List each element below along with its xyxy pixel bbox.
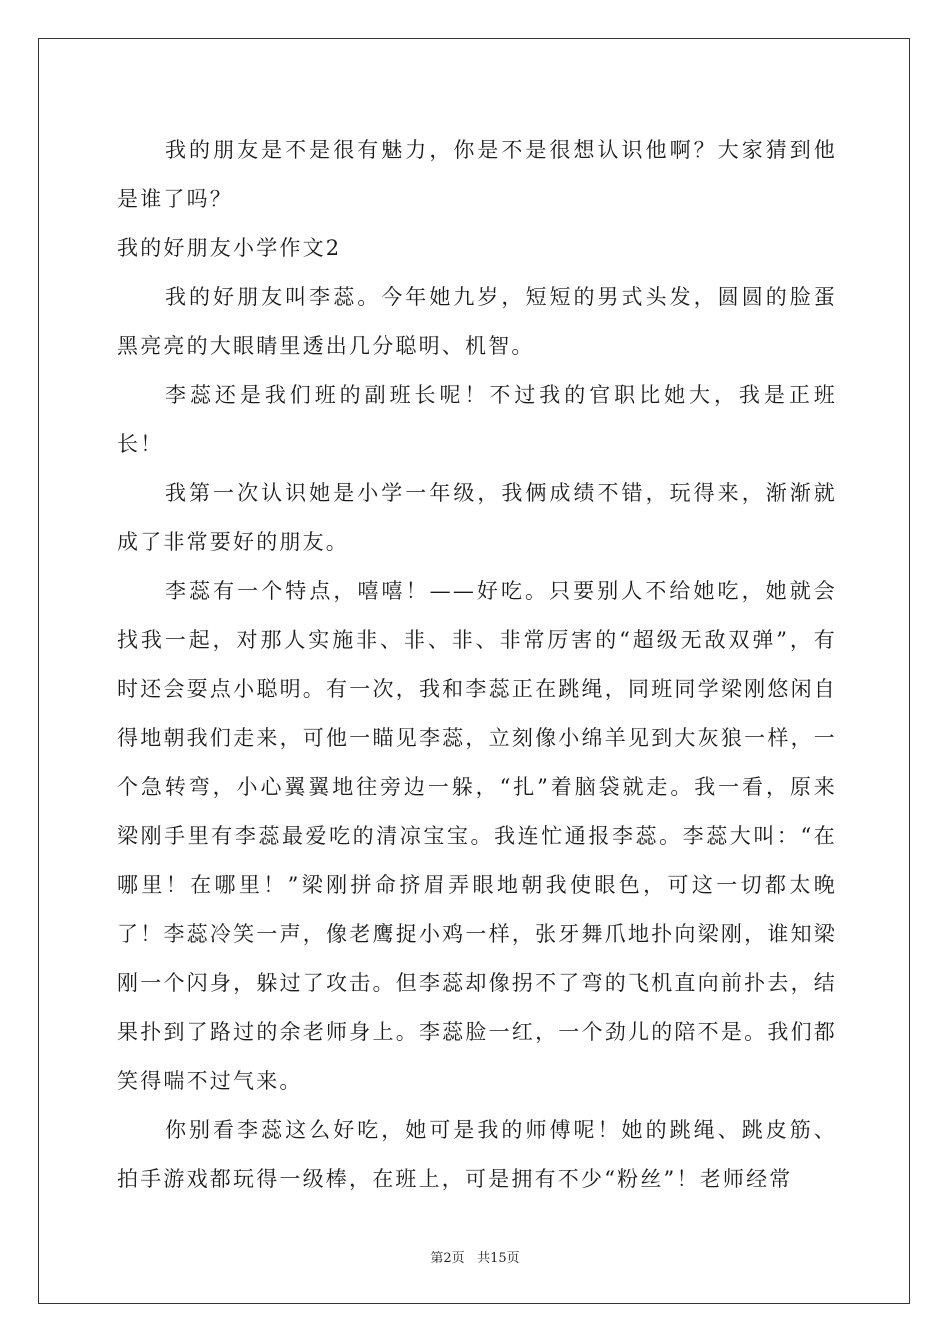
page-footer	[0, 1247, 950, 1266]
paragraph-5: 你别看李蕊这么好吃，她可是我的师傅呢！她的跳绳、跳皮筋、拍手游戏都玩得一级棒，在班上，可是拥有不少“粉丝”！老师经常	[117, 1118, 837, 1191]
page-number: 第2页	[430, 1251, 465, 1266]
paragraph-2: 李蕊还是我们班的副班长呢！不过我的官职比她大，我是正班长！	[117, 383, 837, 456]
paragraph-4: 李蕊有一个特点，嘻嘻！——好吃。只要别人不给她吃，她就会找我一起，对那人实施非、非、非、非常厉害的“超级无敌双弹”，有时还会耍点小聪明。有一次，我和李蕊正在跳绳，同班同学梁刚悠闲自得地朝我们走来，可他一瞄见李蕊，立刻像小绵羊见到大灰狼一样，一个急转弯，小心翼翼地往旁边一躲，“扎”着脑袋就走。我一看，原来梁刚手里有李蕊最爱吃的清凉宝宝。我连忙通报李蕊。李蕊大叫：“在哪里！在哪里！”梁刚拼命挤眉弄眼地朝我使眼色，可这一切都太晚了！李蕊冷笑一声，像老鹰捉小鸡一样，张牙舞爪地扑向梁刚，谁知梁刚一个闪身，躲过了攻击。但李蕊却像拐不了弯的飞机直向前扑去，结果扑到了路过的余老师身上。李蕊脸一红，一个劲儿的陪不是。我们都笑得喘不过气来。	[117, 579, 837, 1093]
essay-heading: 我的好朋友小学作文2	[117, 236, 342, 260]
paragraph-intro-ending: 我的朋友是不是很有魅力，你是不是很想认识他啊？大家猜到他是谁了吗？	[117, 138, 837, 211]
paragraph-1: 我的好朋友叫李蕊。今年她九岁，短短的男式头发，圆圆的脸蛋黑亮亮的大眼睛里透出几分聪明、机智。	[117, 285, 837, 358]
page-total: 共15页	[477, 1251, 520, 1266]
document-body	[117, 126, 837, 1204]
paragraph-3: 我第一次认识她是小学一年级，我俩成绩不错，玩得来，渐渐就成了非常要好的朋友。	[117, 481, 837, 554]
